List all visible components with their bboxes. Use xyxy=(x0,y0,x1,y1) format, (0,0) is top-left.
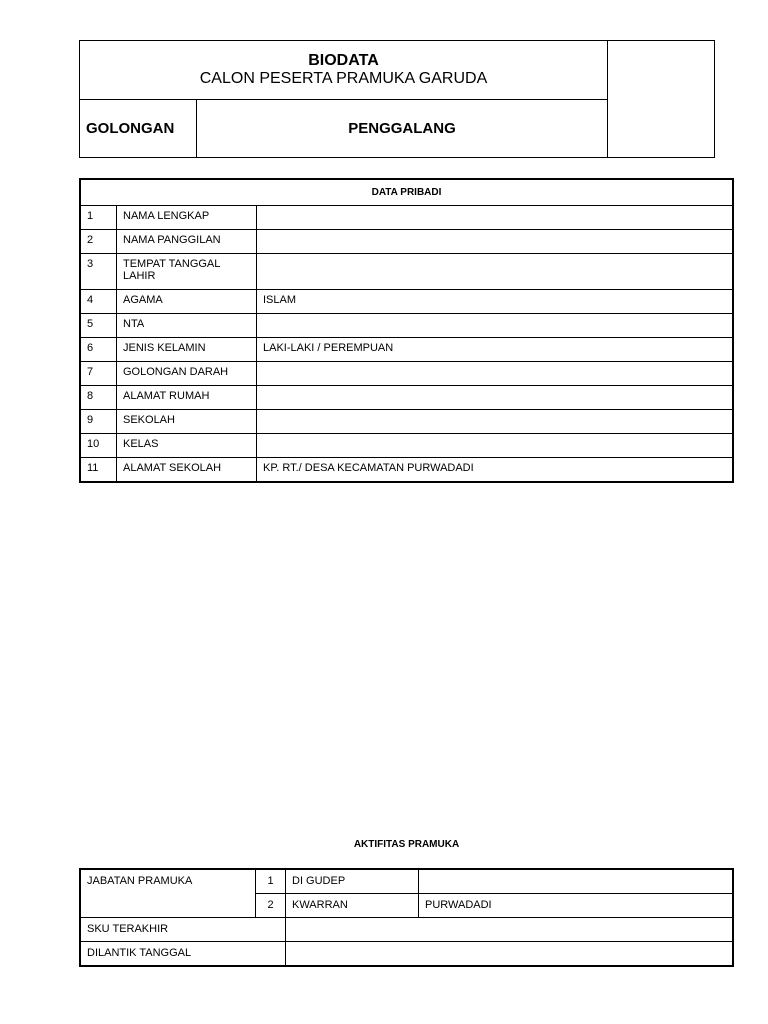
field-label: KELAS xyxy=(117,434,257,458)
aktifitas-title: AKTIFITAS PRAMUKA xyxy=(353,839,460,850)
title-line-1: BIODATA xyxy=(308,52,379,69)
field-value[interactable]: ISLAM xyxy=(257,290,734,314)
field-label: GOLONGAN DARAH xyxy=(117,362,257,386)
row-number: 11 xyxy=(80,458,117,483)
golongan-value: PENGGALANG xyxy=(197,100,608,158)
field-label: ALAMAT SEKOLAH xyxy=(117,458,257,483)
jabatan-sub-value[interactable]: PURWADADI xyxy=(419,894,734,918)
field-value[interactable]: LAKI-LAKI / PEREMPUAN xyxy=(257,338,734,362)
sku-value[interactable] xyxy=(286,918,734,942)
dilantik-label: DILANTIK TANGGAL xyxy=(80,942,286,967)
aktifitas-table xyxy=(79,868,734,967)
jabatan-label: JABATAN PRAMUKA xyxy=(80,869,256,918)
row-number: 1 xyxy=(80,206,117,230)
photo-box xyxy=(608,41,715,158)
row-number: 5 xyxy=(80,314,117,338)
field-label: ALAMAT RUMAH xyxy=(117,386,257,410)
title-block xyxy=(80,41,608,100)
header-box xyxy=(79,40,715,158)
row-number: 4 xyxy=(80,290,117,314)
row-number: 2 xyxy=(256,894,286,918)
jabatan-sub-label: KWARRAN xyxy=(286,894,419,918)
field-value[interactable] xyxy=(257,362,734,386)
field-value[interactable] xyxy=(257,254,734,290)
field-value[interactable] xyxy=(257,314,734,338)
field-value[interactable]: KP. RT./ DESA KECAMATAN PURWADADI xyxy=(257,458,734,483)
data-pribadi-title: DATA PRIBADI xyxy=(80,179,733,206)
row-number: 1 xyxy=(256,869,286,894)
sku-label: SKU TERAKHIR xyxy=(80,918,286,942)
field-value[interactable] xyxy=(257,386,734,410)
row-number: 3 xyxy=(80,254,117,290)
field-value[interactable] xyxy=(257,434,734,458)
title-line-2: CALON PESERTA PRAMUKA GARUDA xyxy=(199,70,488,87)
dilantik-value[interactable] xyxy=(286,942,734,967)
field-value[interactable] xyxy=(257,230,734,254)
row-number: 9 xyxy=(80,410,117,434)
jabatan-sub-value[interactable] xyxy=(419,869,734,894)
data-pribadi-table xyxy=(79,178,734,483)
field-value[interactable] xyxy=(257,410,734,434)
jabatan-sub-label: DI GUDEP xyxy=(286,869,419,894)
field-label: NAMA PANGGILAN xyxy=(117,230,257,254)
row-number: 6 xyxy=(80,338,117,362)
field-label: NTA xyxy=(117,314,257,338)
row-number: 10 xyxy=(80,434,117,458)
golongan-label: GOLONGAN xyxy=(80,100,197,158)
row-number: 8 xyxy=(80,386,117,410)
field-label: AGAMA xyxy=(117,290,257,314)
field-label: NAMA LENGKAP xyxy=(117,206,257,230)
row-number: 2 xyxy=(80,230,117,254)
field-label: TEMPAT TANGGAL LAHIR xyxy=(117,254,257,290)
field-value[interactable] xyxy=(257,206,734,230)
row-number: 7 xyxy=(80,362,117,386)
field-label: JENIS KELAMIN xyxy=(117,338,257,362)
field-label: SEKOLAH xyxy=(117,410,257,434)
